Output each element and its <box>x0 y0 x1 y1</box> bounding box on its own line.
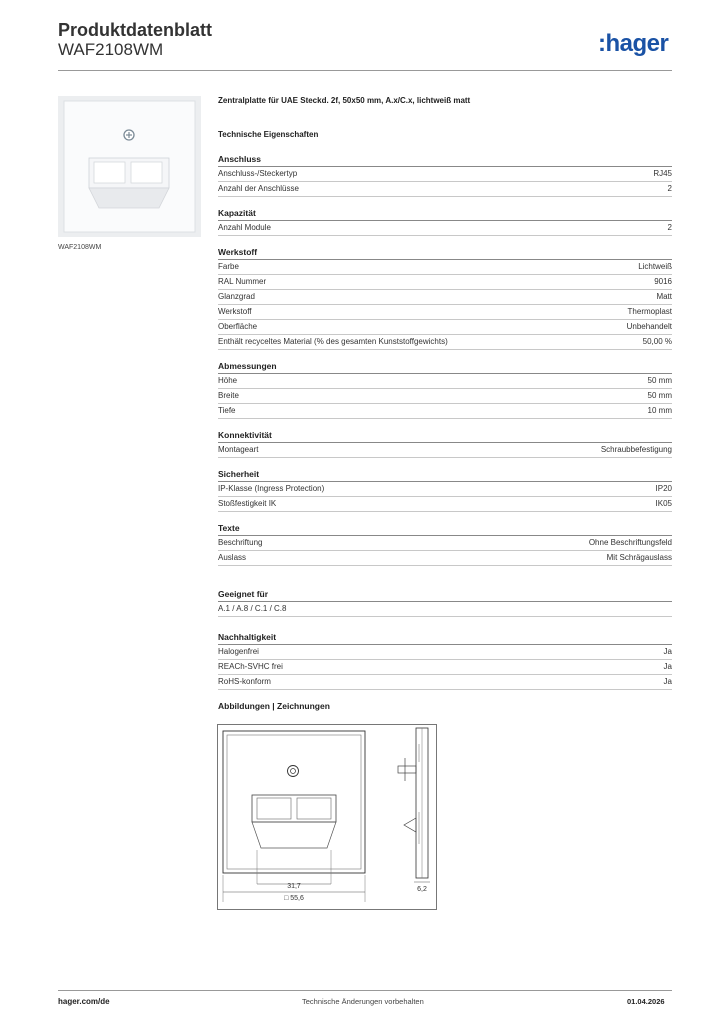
row-label: Anzahl der Anschlüsse <box>218 184 299 193</box>
row-value: 10 mm <box>647 406 672 415</box>
section-title: Sicherheit <box>218 468 672 482</box>
spec-row <box>218 305 672 320</box>
footer-website-link[interactable]: hager.com/de <box>58 997 110 1006</box>
row-label: Montageart <box>218 445 259 454</box>
row-label: REACh-SVHC frei <box>218 662 283 671</box>
spec-row <box>218 320 672 335</box>
spec-row <box>218 536 672 551</box>
row-value: IP20 <box>655 484 672 493</box>
row-value: IK05 <box>655 499 672 508</box>
row-label: Anzahl Module <box>218 223 271 232</box>
row-value: RJ45 <box>653 169 672 178</box>
spec-sections <box>218 153 672 566</box>
row-value: 50 mm <box>647 391 672 400</box>
row-label: Stoßfestigkeit IK <box>218 499 277 508</box>
row-label: Höhe <box>218 376 238 385</box>
product-image-caption: WAF2108WM <box>58 244 102 251</box>
spec-row <box>218 404 672 419</box>
spec-section <box>218 153 672 197</box>
section-title: Geeignet für <box>218 588 672 602</box>
footer-divider <box>58 990 672 991</box>
row-value: 50,00 % <box>642 337 672 346</box>
sustainability-section <box>218 631 672 690</box>
footer-disclaimer: Technische Änderungen vorbehalten <box>302 997 424 1006</box>
spec-row <box>218 260 672 275</box>
row-label: Halogenfrei <box>218 647 259 656</box>
spec-section <box>218 360 672 419</box>
row-label: Breite <box>218 391 239 400</box>
spec-row <box>218 389 672 404</box>
footer-date: 01.04.2026 <box>627 997 665 1006</box>
row-value: Ja <box>663 662 672 671</box>
spec-row <box>218 602 672 617</box>
header-divider <box>58 70 672 71</box>
row-label: RoHS-konform <box>218 677 271 686</box>
row-value: 2 <box>667 184 672 193</box>
spec-row <box>218 497 672 512</box>
spec-section <box>218 522 672 566</box>
row-label: Oberfläche <box>218 322 258 331</box>
row-value: 50 mm <box>647 376 672 385</box>
spec-row <box>218 443 672 458</box>
section-title: Konnektivität <box>218 429 672 443</box>
drawings-heading: Abbildungen | Zeichnungen <box>218 701 330 711</box>
spec-row <box>218 374 672 389</box>
product-details <box>218 94 672 713</box>
row-label: Anschluss-/Steckertyp <box>218 169 298 178</box>
row-value: 2 <box>667 223 672 232</box>
row-value: Ohne Beschriftungsfeld <box>588 538 672 547</box>
dimension-depth: 6,2 <box>417 886 427 893</box>
row-value: 9016 <box>654 277 672 286</box>
spec-row <box>218 182 672 197</box>
row-label: A.1 / A.8 / C.1 / C.8 <box>218 604 287 613</box>
product-code: WAF2108WM <box>58 40 164 59</box>
row-label: Werkstoff <box>218 307 252 316</box>
spec-row <box>218 167 672 182</box>
product-photo <box>58 96 201 237</box>
dimension-outer: □ 55,6 <box>284 895 304 902</box>
row-label: Auslass <box>218 553 247 562</box>
row-value: Schraubbefestigung <box>600 445 672 454</box>
spec-row <box>218 221 672 236</box>
row-value: Ja <box>663 677 672 686</box>
row-label: Farbe <box>218 262 239 271</box>
spec-section <box>218 429 672 458</box>
row-value: Lichtweiß <box>638 262 672 271</box>
section-title: Kapazität <box>218 207 672 221</box>
section-title: Anschluss <box>218 153 672 167</box>
row-label: RAL Nummer <box>218 277 267 286</box>
spec-row <box>218 290 672 305</box>
product-image <box>58 96 201 237</box>
dimension-inner: 31,7 <box>287 883 301 890</box>
sustainability-rows <box>218 645 672 690</box>
page-title: Produktdatenblatt <box>58 20 213 40</box>
spec-row <box>218 675 672 690</box>
section-title: Abmessungen <box>218 360 672 374</box>
spec-section <box>218 207 672 236</box>
section-title: Nachhaltigkeit <box>218 631 672 645</box>
spec-section <box>218 246 672 350</box>
row-label: Tiefe <box>218 406 236 415</box>
drawing-svg <box>217 724 437 910</box>
row-value: Matt <box>656 292 672 301</box>
row-label: Enthält recyceltes Material (% des gesamten Kunststoffgewichts) <box>218 337 448 346</box>
spec-row <box>218 660 672 675</box>
suitable-section <box>218 588 672 617</box>
spec-row <box>218 275 672 290</box>
product-description: Zentralplatte für UAE Steckd. 2f, 50x50 mm, A.x/C.x, lichtweiß matt <box>218 96 471 105</box>
section-title: Werkstoff <box>218 246 672 260</box>
row-value: Thermoplast <box>627 307 672 316</box>
spec-row <box>218 335 672 350</box>
row-value: Unbehandelt <box>626 322 672 331</box>
row-label: Glanzgrad <box>218 292 255 301</box>
row-value: Ja <box>663 647 672 656</box>
row-label: IP-Klasse (Ingress Protection) <box>218 484 325 493</box>
hager-logo: :hager <box>598 30 669 57</box>
spec-row <box>218 551 672 566</box>
spec-section <box>218 468 672 512</box>
row-label: Beschriftung <box>218 538 263 547</box>
section-title: Texte <box>218 522 672 536</box>
tech-heading: Technische Eigenschaften <box>218 130 319 139</box>
row-value: Mit Schrägauslass <box>606 553 672 562</box>
spec-row <box>218 645 672 660</box>
spec-row <box>218 482 672 497</box>
technical-drawing <box>217 724 437 910</box>
